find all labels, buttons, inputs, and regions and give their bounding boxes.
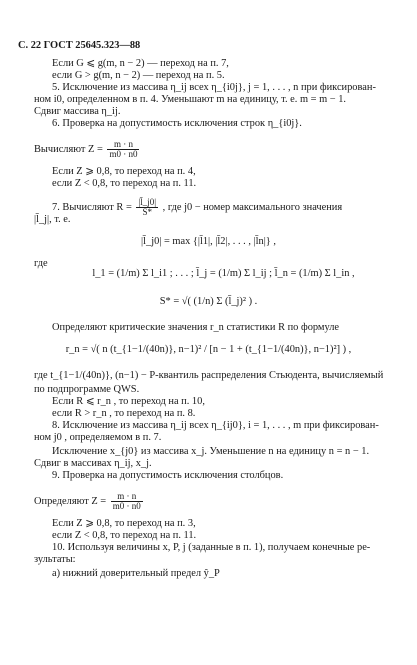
- formula-prefix: Вычисляют Z =: [34, 143, 103, 155]
- text-line: Если G ⩽ g(m, n − 2) — переход на п. 7,: [52, 58, 229, 69]
- formula-sstar: S* = √( (1/n) Σ (l̄_j)² ) .: [159, 296, 258, 307]
- fraction-denominator: m0 · n0: [112, 501, 141, 511]
- fraction-denominator: S*: [142, 207, 152, 217]
- text-line: ном i0, определенном в п. 4. Уменьшают m на единицу, т. е. m = m − 1.: [34, 94, 347, 105]
- text-line: |l̄_j|, т. е.: [34, 214, 71, 225]
- text-line: если R > r_n , то переход на п. 8.: [52, 408, 196, 419]
- text-line: Сдвиг массива η_ij.: [34, 106, 121, 117]
- text-line: зультаты:: [34, 554, 76, 565]
- text-line: где: [34, 258, 48, 269]
- formula-means: l_1 = (1/m) Σ l_i1 ; . . . ; l̄_j = (1/m) Σ l_ij ; l̄_n = (1/m) Σ l_in ,: [92, 268, 355, 279]
- page-header: С. 22 ГОСТ 25645.323—88: [18, 40, 141, 51]
- text-line: ном j0 , определяемом в п. 7.: [34, 432, 162, 443]
- text-line: если Z < 0,8, то переход на п. 11.: [52, 178, 197, 189]
- text-line: 10. Используя величины x, P, j (заданные в п. 1), получаем конечные ре-: [52, 542, 371, 553]
- text-line: Если Z ⩾ 0,8, то переход на п. 3,: [52, 518, 196, 529]
- fraction-numerator: m · n: [111, 492, 143, 502]
- text-line: Если Z ⩾ 0,8, то переход на п. 4,: [52, 166, 196, 177]
- formula-prefix: Определяют Z =: [34, 495, 107, 507]
- text-line: если G > g(m, n − 2) — переход на п. 5.: [52, 70, 225, 81]
- text-line: по подпрограмме QWS.: [34, 384, 140, 395]
- fraction: [107, 140, 139, 159]
- text-line: Определяют критические значения r_n статистики R по формуле: [52, 322, 340, 333]
- text-line: а) нижний доверительный предел ŷ_P: [52, 568, 220, 579]
- text-line: Исключение x_{j0} из массива x_j. Уменьшение n на единицу n = n − 1.: [52, 446, 370, 457]
- formula-rn: r_n = √( n (t_{1−1/(40n)}, n−1)² / [n − 1 + (t_{1−1/(40n)}, n−1)²] ) ,: [65, 344, 352, 355]
- text-line: Сдвиг в массивах η_ij, x_j.: [34, 458, 152, 469]
- formula-suffix: , где j0 − номер максимального значения: [162, 201, 343, 213]
- fraction-numerator: m · n: [107, 140, 139, 150]
- text-line: 6. Проверка на допустимость исключения строк η_{i0j}.: [52, 118, 302, 129]
- fraction-denominator: m0 · n0: [109, 149, 138, 159]
- formula-z1: [0, 140, 417, 159]
- formula-z2: [0, 492, 417, 511]
- formula-prefix: 7. Вычисляют R =: [52, 201, 132, 213]
- text-line: если Z < 0,8, то переход на п. 11.: [52, 530, 197, 541]
- text-line: 5. Исключение из массива η_ij всех η_{i0j}, j = 1, . . . , n при фиксирован-: [52, 82, 376, 93]
- text-line: Если R ⩽ r_n , то переход на п. 10,: [52, 396, 205, 407]
- fraction: [111, 492, 143, 511]
- formula-max: |l̄_j0| = max {|l̄1|, |l̄2|, . . . , |l̄n|} ,: [141, 236, 276, 247]
- text-line: 8. Исключение из массива η_ij всех η_{ij0}, i = 1, . . . , m при фиксирован-: [52, 420, 379, 431]
- fraction-numerator: |l̄_j0|: [138, 197, 157, 207]
- text-line: где t_{1−1/(40n)}, (n−1) − P-квантиль распределения Стьюдента, вычисляемый: [34, 370, 384, 381]
- text-line: 9. Проверка на допустимость исключения столбцов.: [52, 470, 284, 481]
